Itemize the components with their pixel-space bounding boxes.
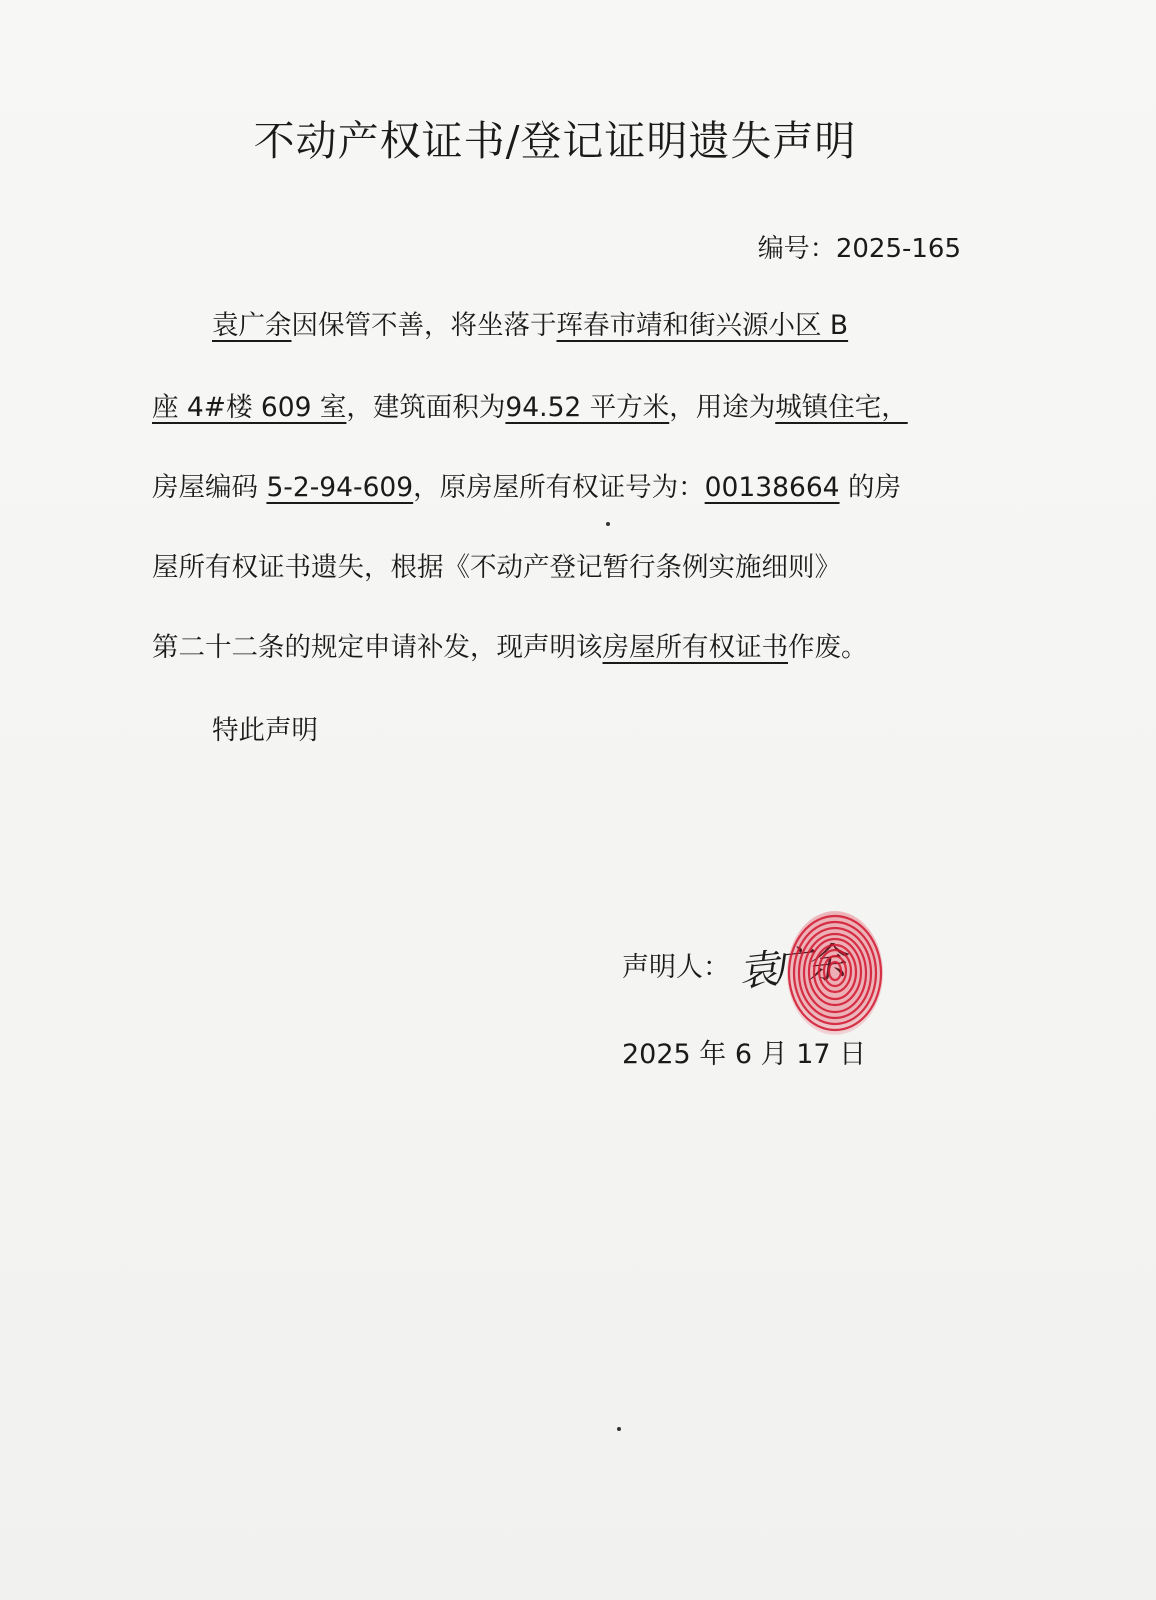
document-number-label: 编号： [757,234,836,264]
body-text: 因保管不善，将坐落于 [291,310,557,341]
handwritten-signature: 袁广余 [736,939,843,997]
declarant-label: 声明人： [622,952,730,983]
body-text: 作废。 [788,632,868,663]
body-line-1 [212,303,848,342]
property-use: 城镇住宅， [775,392,908,423]
body-text: ，用途为 [669,392,776,423]
body-line-2 [152,385,908,424]
house-code: 5-2-94-609 [266,472,414,503]
fingerprint-icon [780,905,890,1040]
property-address: 珲春市靖和街兴源小区 B [556,310,849,341]
body-line-3 [152,465,901,504]
building-area: 94.52 平方米 [505,392,670,423]
body-text: 的房 [839,472,901,503]
body-text: ，原房屋所有权证号为： [413,472,705,503]
body-text: 屋所有权证书遗失，根据《不动产登记暂行条例实施细则》 [152,552,841,583]
owner-name: 袁广余 [212,310,292,341]
body-text: 房屋编码 [152,472,267,503]
document-number-value: 2025-165 [835,234,961,264]
document-title: 不动产权证书/登记证明遗失声明 [253,117,857,165]
speck [606,522,610,526]
certificate-number: 00138664 [704,472,840,503]
body-line-4 [152,545,841,584]
body-text: ，建筑面积为 [346,392,506,423]
speck [617,1427,621,1431]
property-address-cont: 座 4#楼 609 室 [152,392,347,423]
body-text: 第二十二条的规定申请补发，现声明该 [152,632,603,663]
body-line-5 [152,625,868,664]
closing-statement: 特此声明 [212,715,318,746]
document-number [758,228,961,265]
void-certificate: 房屋所有权证书 [602,632,788,663]
declaration-date: 2025 年 6 月 17 日 [622,1039,867,1070]
